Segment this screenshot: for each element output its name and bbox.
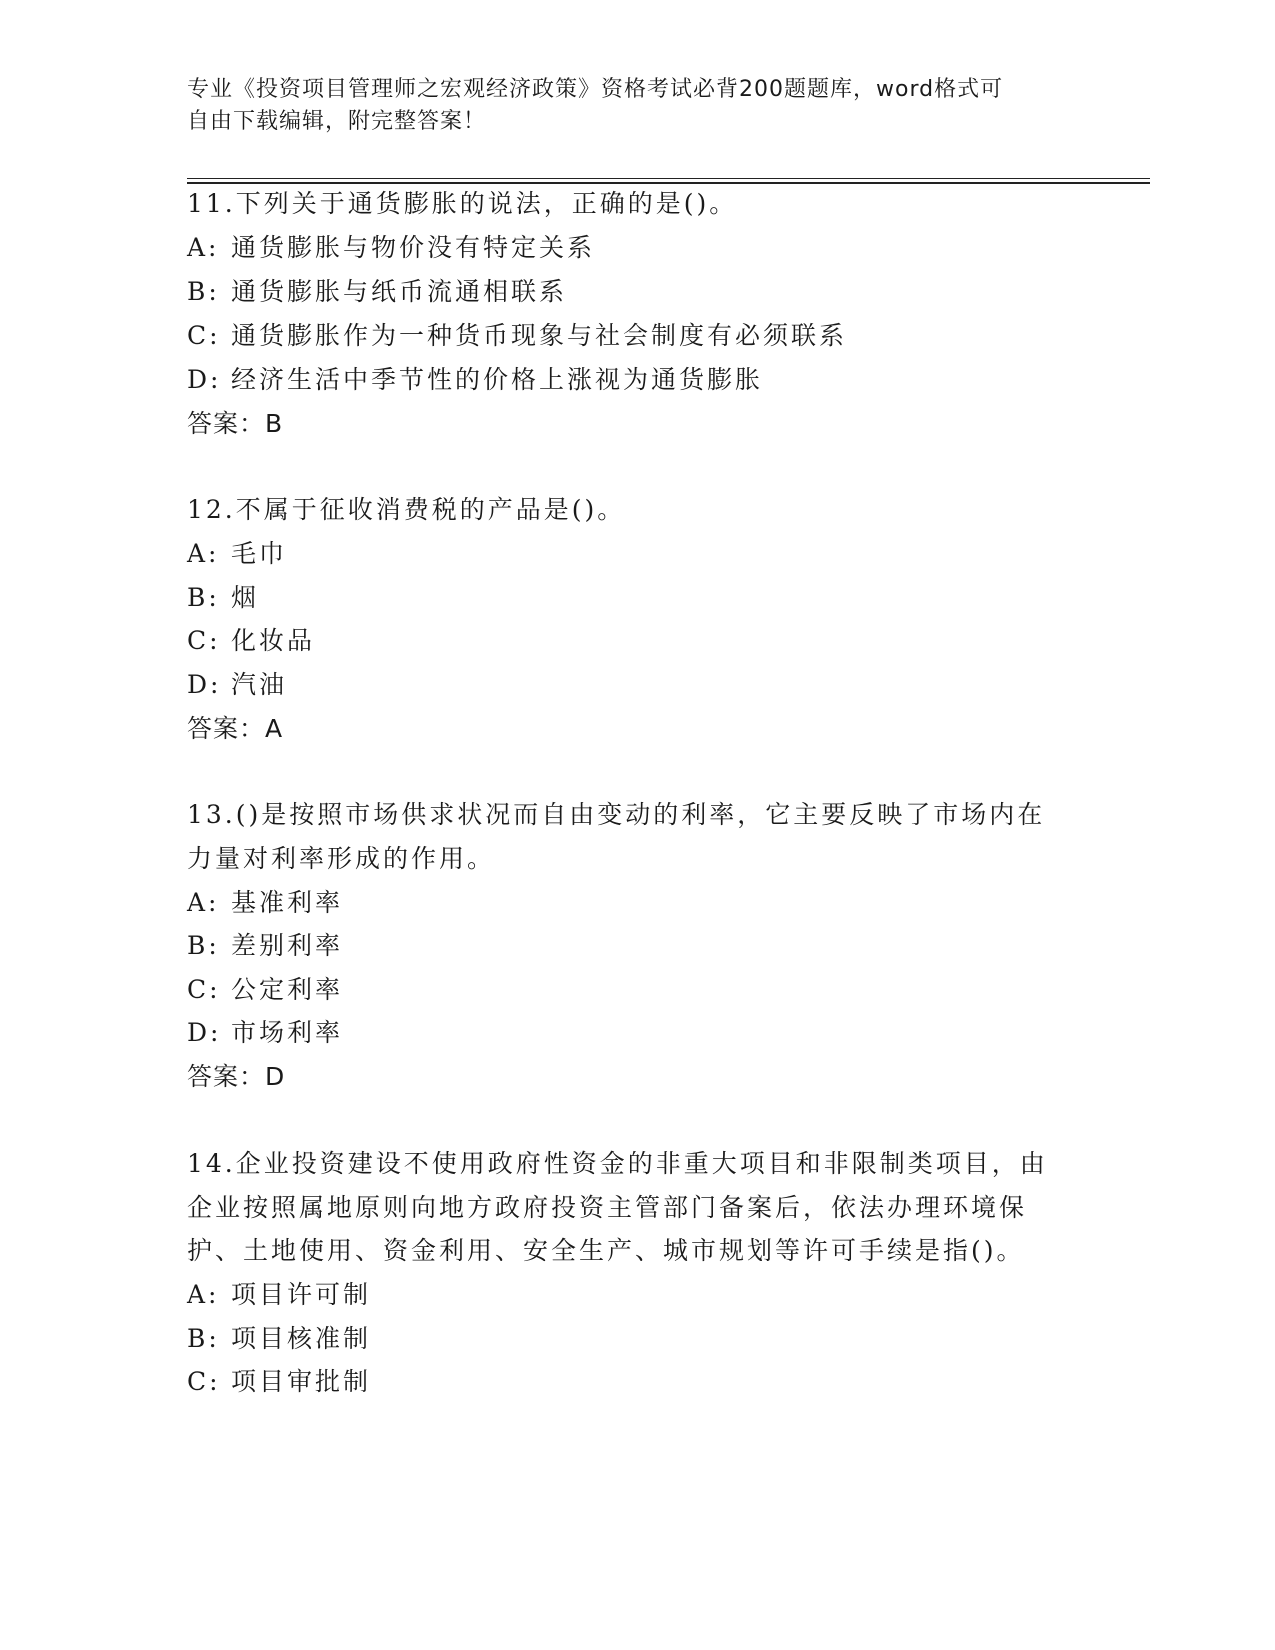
option-letter: B: — [187, 1324, 220, 1353]
option-letter: D: — [187, 670, 222, 699]
option-text: 项目审批制 — [231, 1367, 372, 1396]
header-line: 自由下载编辑，附完整答案！ — [187, 109, 487, 134]
question-text: 11.下列关于通货膨胀的说法，正确的是()。 — [187, 189, 738, 218]
option-text: 差别利率 — [231, 931, 344, 960]
option-text: 项目许可制 — [231, 1280, 372, 1309]
answer-line: 答案：A — [187, 714, 284, 743]
answer-line: 答案：D — [187, 1062, 286, 1091]
option-a — [187, 225, 595, 270]
option-text: 市场利率 — [231, 1018, 344, 1047]
option-text: 毛巾 — [231, 539, 288, 568]
option-text: 烟 — [231, 583, 260, 612]
option-text: 通货膨胀与物价没有特定关系 — [231, 233, 596, 262]
header-divider — [187, 178, 1150, 179]
option-b — [187, 575, 259, 620]
option-c — [187, 1359, 371, 1404]
option-letter: D: — [187, 365, 222, 394]
option-text: 经济生活中季节性的价格上涨视为通货膨胀 — [231, 365, 764, 394]
option-letter: C: — [187, 321, 221, 350]
option-text: 化妆品 — [231, 626, 316, 655]
question-text: 14.企业投资建设不使用政府性资金的非重大项目和非限制类项目，由 — [187, 1149, 1048, 1178]
option-letter: A: — [187, 233, 220, 262]
option-letter: A: — [187, 1280, 220, 1309]
option-letter: C: — [187, 626, 221, 655]
option-d — [187, 1010, 343, 1055]
answer-line: 答案：B — [187, 409, 284, 438]
option-text: 汽油 — [231, 670, 288, 699]
option-letter: B: — [187, 931, 220, 960]
question-text: 护、土地使用、资金利用、安全生产、城市规划等许可手续是指()。 — [187, 1236, 1025, 1265]
option-letter: A: — [187, 888, 220, 917]
option-text: 通货膨胀作为一种货币现象与社会制度有必须联系 — [231, 321, 848, 350]
option-d — [187, 357, 763, 402]
option-letter: C: — [187, 1367, 221, 1396]
question-text: 13.()是按照市场供求状况而自由变动的利率，它主要反映了市场内在 — [187, 800, 1046, 829]
question-text: 企业按照属地原则向地方政府投资主管部门备案后，依法办理环境保 — [187, 1193, 1028, 1222]
option-text: 基准利率 — [231, 888, 344, 917]
option-text: 公定利率 — [231, 975, 344, 1004]
document-header — [187, 74, 1067, 138]
option-text: 项目核准制 — [231, 1324, 372, 1353]
option-letter: B: — [187, 277, 220, 306]
option-b — [187, 269, 567, 314]
option-c — [187, 313, 847, 358]
option-b — [187, 923, 343, 968]
option-letter: C: — [187, 975, 221, 1004]
option-a — [187, 1272, 371, 1317]
header-line: 专业《投资项目管理师之宏观经济政策》资格考试必背200题题库，word格式可 — [187, 77, 1004, 102]
question-text: 12.不属于征收消费税的产品是()。 — [187, 495, 626, 524]
option-d — [187, 662, 287, 707]
option-c — [187, 618, 315, 663]
option-a — [187, 880, 343, 925]
option-letter: B: — [187, 583, 220, 612]
question-text: 力量对利率形成的作用。 — [187, 844, 496, 873]
option-letter: D: — [187, 1018, 222, 1047]
option-b — [187, 1316, 371, 1361]
option-text: 通货膨胀与纸币流通相联系 — [231, 277, 568, 306]
option-letter: A: — [187, 539, 220, 568]
option-a — [187, 531, 287, 576]
option-c — [187, 967, 343, 1012]
